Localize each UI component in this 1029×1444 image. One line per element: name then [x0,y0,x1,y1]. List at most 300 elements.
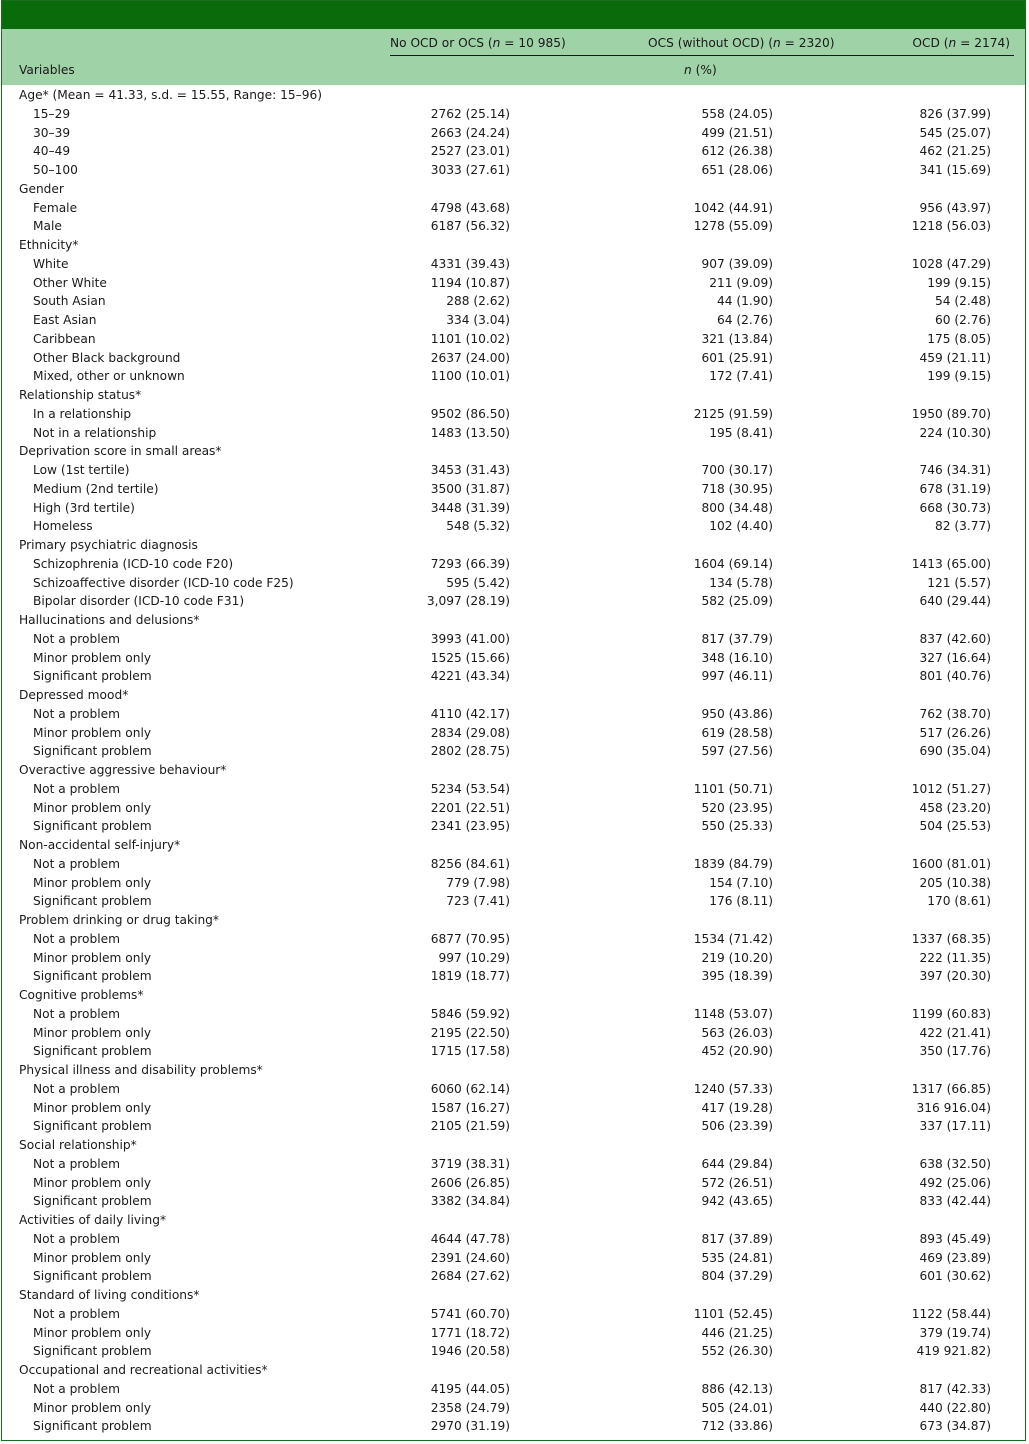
cell-value: 1101 (10.02) [430,331,510,346]
cell-value: 1483 (13.50) [430,425,510,440]
cell-value: 419 921.82) [916,1344,991,1359]
cell-value: 199 (9.15) [927,369,991,384]
cell-value: 505 (24.01) [701,1400,773,1415]
cell-value: 395 (18.39) [701,969,773,984]
cell-value: 458 (23.20) [919,800,991,815]
table-row [2,1342,1025,1361]
cell-value: 3993 (41.00) [430,631,510,646]
column-header-ocs: OCS (without OCD) (n = 2320) [648,36,835,50]
cell-value: 176 (8.11) [709,894,773,909]
table-row [2,967,1025,986]
cell-value: 1101 (52.45) [693,1306,773,1321]
cell-value: 800 (34.48) [701,500,773,515]
cell-value: 690 (35.04) [919,744,991,759]
section-header-row [2,611,1025,630]
table-row [2,1399,1025,1418]
row-label: Other White [33,275,107,290]
row-label: Activities of daily living* [19,1213,167,1227]
cell-value: 817 (37.79) [701,631,773,646]
row-label: Primary psychiatric diagnosis [19,538,198,552]
cell-value: 942 (43.65) [701,1194,773,1209]
cell-value: 700 (30.17) [701,463,773,477]
cell-value: 102 (4.40) [709,519,773,534]
table-row [2,424,1025,443]
cell-value: 1337 (68.35) [911,931,991,946]
table-row [2,1192,1025,1211]
cell-value: 3453 (31.43) [430,463,510,477]
row-label: Not a problem [33,1006,120,1021]
table-row [2,292,1025,311]
cell-value: 597 (27.56) [701,744,773,759]
table-row [2,1267,1025,1286]
cell-value: 1839 (84.79) [693,856,773,871]
row-label: Significant problem [33,969,152,984]
table-row [2,817,1025,836]
table-row [2,1155,1025,1174]
cell-value: 492 (25.06) [919,1175,991,1190]
table-row [2,574,1025,593]
cell-value: 379 (19.74) [919,1325,991,1340]
cell-value: 341 (15.69) [919,163,991,177]
cell-value: 211 (9.09) [709,275,773,290]
cell-value: 154 (7.10) [709,875,773,890]
cell-value: 2762 (25.14) [430,106,510,121]
cell-value: 907 (39.09) [701,256,773,271]
cell-value: 3033 (27.61) [430,163,510,177]
row-label: Not a problem [33,631,120,646]
cell-value: 601 (25.91) [701,350,773,365]
cell-value: 1028 (47.29) [911,256,991,271]
cell-value: 3,097 (28.19) [426,594,510,609]
row-label: Caribbean [33,331,96,346]
row-label: Male [33,219,62,234]
table-row [2,105,1025,124]
cell-value: 452 (20.90) [701,1044,773,1059]
column-header-ocd: OCD (n = 2174) [912,36,1010,50]
row-label: Minor problem only [33,1100,152,1115]
cell-value: 1946 (20.58) [430,1344,510,1359]
cell-value: 6877 (70.95) [430,931,510,946]
row-label: 30–39 [33,125,71,140]
row-label: Significant problem [33,1419,152,1434]
cell-value: 723 (7.41) [446,894,510,909]
cell-value: 1218 (56.03) [911,219,991,234]
cell-value: 2802 (28.75) [430,744,510,759]
cell-value: 2606 (26.85) [430,1175,510,1190]
cell-value: 469 (23.89) [919,1250,991,1265]
table-row [2,874,1025,893]
table-row [2,161,1025,180]
cell-value: 446 (21.25) [701,1325,773,1340]
table-row [2,124,1025,143]
cell-value: 550 (25.33) [701,819,773,834]
row-label: 15–29 [33,106,71,121]
cell-value: 817 (37.89) [701,1231,773,1246]
table-row [2,592,1025,611]
cell-value: 44 (1.90) [716,294,773,309]
cell-value: 2527 (23.01) [430,144,510,159]
cell-value: 60 (2.76) [934,313,991,327]
table-row [2,630,1025,649]
cell-value: 762 (38.70) [919,706,991,721]
cell-value: 1771 (18.72) [430,1325,510,1340]
cell-value: 64 (2.76) [716,313,773,327]
cell-value: 612 (26.38) [701,144,773,159]
cell-value: 288 (2.62) [446,294,510,309]
cell-value: 440 (22.80) [919,1400,991,1415]
table-row [2,649,1025,668]
cell-value: 1587 (16.27) [430,1100,510,1115]
row-label: Not a problem [33,1156,120,1171]
cell-value: 6060 (62.14) [430,1081,510,1096]
row-label: Hallucinations and delusions* [19,613,200,627]
cell-value: 205 (10.38) [919,875,991,890]
cell-value: 348 (16.10) [701,650,773,665]
table-row [2,855,1025,874]
cell-value: 718 (30.95) [701,481,773,496]
cell-value: 134 (5.78) [709,575,773,590]
table-row [2,1024,1025,1043]
row-label: 50–100 [33,163,78,177]
row-label: Minor problem only [33,725,152,740]
row-label: Not a problem [33,781,120,796]
cell-value: 4644 (47.78) [430,1231,510,1246]
section-header-row [2,1211,1025,1230]
table-row [2,1005,1025,1024]
cell-value: 5846 (59.92) [430,1006,510,1021]
row-label: Schizoaffective disorder (ICD-10 code F25) [33,575,294,590]
cell-value: 2684 (27.62) [430,1269,510,1284]
row-label: Age* (Mean = 41.33, s.d. = 15.55, Range: 15–96) [19,88,323,102]
section-header-row [2,761,1025,780]
cell-value: 644 (29.84) [701,1156,773,1171]
row-label: Not a problem [33,1306,120,1321]
cell-value: 337 (17.11) [919,1119,991,1134]
row-label: Minor problem only [33,1325,152,1340]
cell-value: 316 916.04) [916,1100,991,1115]
cell-value: 1148 (53.07) [693,1006,773,1021]
cell-value: 563 (26.03) [701,1025,773,1040]
row-label: Female [33,200,78,215]
row-label: East Asian [33,313,97,327]
cell-value: 459 (21.11) [919,350,991,365]
cell-value: 886 (42.13) [701,1381,773,1396]
cell-value: 893 (45.49) [919,1231,991,1246]
section-header-row [2,180,1025,199]
cell-value: 779 (7.98) [446,875,510,890]
cell-value: 837 (42.60) [919,631,991,646]
table-row [2,555,1025,574]
table-frame [1,0,1026,1441]
cell-value: 4798 (43.68) [430,200,510,215]
cell-value: 833 (42.44) [919,1194,991,1209]
row-label: Ethnicity* [19,238,79,252]
row-label: Medium (2nd tertile) [33,481,159,496]
cell-value: 506 (23.39) [701,1119,773,1134]
table-row [2,667,1025,686]
cell-value: 1950 (89.70) [911,406,991,421]
row-label: Depressed mood* [19,688,129,702]
row-label: Gender [19,181,64,196]
section-header-row [2,911,1025,930]
cell-value: 1122 (58.44) [911,1306,991,1321]
table-row [2,367,1025,386]
table-row [2,461,1025,480]
row-label: Significant problem [33,1119,152,1134]
row-label: South Asian [33,294,106,309]
cell-value: 548 (5.32) [446,519,510,534]
cell-value: 1317 (66.85) [911,1081,991,1096]
cell-value: 2195 (22.50) [430,1025,510,1040]
row-label: Physical illness and disability problems* [19,1063,263,1077]
row-label: White [33,256,69,271]
row-label: Homeless [33,519,93,534]
table-row [2,1417,1025,1436]
cell-value: 1819 (18.77) [430,969,510,984]
table-row [2,517,1025,536]
cell-value: 422 (21.41) [919,1025,991,1040]
row-label: Significant problem [33,744,152,759]
table-row [2,199,1025,218]
cell-value: 1278 (55.09) [693,219,773,234]
row-label: Significant problem [33,1194,152,1209]
cell-value: 499 (21.51) [701,125,773,140]
cell-value: 520 (23.95) [701,800,773,815]
cell-value: 4110 (42.17) [430,706,510,721]
row-label: 40–49 [33,144,71,159]
row-label: Schizophrenia (ICD-10 code F20) [33,556,234,571]
cell-value: 417 (19.28) [701,1100,773,1115]
cell-value: 651 (28.06) [701,163,773,177]
cell-value: 950 (43.86) [701,706,773,721]
cell-value: 638 (32.50) [919,1156,991,1171]
row-label: Not a problem [33,931,120,946]
cell-value: 712 (33.86) [701,1419,773,1434]
row-label: Minor problem only [33,650,152,665]
section-header-row [2,686,1025,705]
table-row [2,1099,1025,1118]
row-label: Not a problem [33,1231,120,1246]
cell-value: 2970 (31.19) [430,1419,510,1434]
cell-value: 1012 (51.27) [911,781,991,796]
section-header-row [2,1286,1025,1305]
row-label: Minor problem only [33,1025,152,1040]
cell-value: 1604 (69.14) [693,556,773,571]
section-header-row [2,986,1025,1005]
cell-value: 224 (10.30) [919,425,991,440]
table-row [2,255,1025,274]
table-row [2,405,1025,424]
section-header-row [2,1136,1025,1155]
cell-value: 2358 (24.79) [430,1400,510,1415]
cell-value: 601 (30.62) [919,1269,991,1284]
table-row [2,930,1025,949]
cell-value: 1413 (65.00) [911,556,991,571]
cell-value: 7293 (66.39) [430,556,510,571]
row-label: Social relationship* [19,1138,137,1152]
cell-value: 321 (13.84) [701,331,773,346]
table-row [2,742,1025,761]
section-header-row [2,836,1025,855]
cell-value: 1600 (81.01) [911,856,991,871]
cell-value: 2125 (91.59) [693,406,773,421]
cell-value: 504 (25.53) [919,819,991,834]
row-label: Mixed, other or unknown [33,369,185,384]
cell-value: 2341 (23.95) [430,819,510,834]
header-rule [390,55,1014,56]
section-header-row [2,1061,1025,1080]
cell-value: 535 (24.81) [701,1250,773,1265]
row-label: Standard of living conditions* [19,1288,200,1302]
table-row [2,705,1025,724]
cell-value: 1101 (50.71) [693,781,773,796]
cell-value: 801 (40.76) [919,669,991,684]
row-label: Not a problem [33,706,120,721]
row-label: Minor problem only [33,1175,152,1190]
cell-value: 8256 (84.61) [430,856,510,871]
cell-value: 175 (8.05) [927,331,991,346]
cell-value: 334 (3.04) [446,313,510,327]
cell-value: 397 (20.30) [919,969,991,984]
table-row [2,274,1025,293]
cell-value: 350 (17.76) [919,1044,991,1059]
cell-value: 4331 (39.43) [430,256,510,271]
cell-value: 572 (26.51) [701,1175,773,1190]
row-label: Not a problem [33,856,120,871]
table-row [2,480,1025,499]
table-row [2,349,1025,368]
row-label: Relationship status* [19,388,142,402]
cell-value: 678 (31.19) [919,481,991,496]
table-row [2,1380,1025,1399]
cell-value: 545 (25.07) [919,125,991,140]
row-label: Not a problem [33,1081,120,1096]
row-label: Deprivation score in small areas* [19,444,222,459]
row-label: Not a problem [33,1381,120,1396]
row-label: Problem drinking or drug taking* [19,913,220,927]
cell-value: 2391 (24.60) [430,1250,510,1265]
table-row [2,780,1025,799]
cell-value: 5234 (53.54) [430,781,510,796]
cell-value: 552 (26.30) [701,1344,773,1359]
row-label: Non-accidental self-injury* [19,838,181,852]
cell-value: 327 (16.64) [919,650,991,665]
row-label: In a relationship [33,406,132,421]
table-row [2,892,1025,911]
cell-value: 219 (10.20) [701,950,773,965]
cell-value: 558 (24.05) [701,106,773,121]
table-header [2,29,1025,85]
table-row [2,1080,1025,1099]
cell-value: 997 (10.29) [438,950,510,965]
cell-value: 121 (5.57) [927,575,991,590]
row-label: Significant problem [33,669,152,684]
row-label: Not in a relationship [33,425,157,440]
cell-value: 82 (3.77) [934,519,991,534]
table-row [2,1042,1025,1061]
row-label: Low (1st tertile) [33,463,130,477]
cell-value: 1199 (60.83) [911,1006,991,1021]
section-header-row [2,236,1025,255]
cell-value: 804 (37.29) [701,1269,773,1284]
cell-value: 1525 (15.66) [430,650,510,665]
table-row [2,1249,1025,1268]
table-body [2,86,1025,1436]
cell-value: 817 (42.33) [919,1381,991,1396]
table-row [2,311,1025,330]
table-row [2,949,1025,968]
cell-value: 668 (30.73) [919,500,991,515]
row-label: Significant problem [33,894,152,909]
cell-value: 2105 (21.59) [430,1119,510,1134]
cell-value: 595 (5.42) [446,575,510,590]
cell-value: 619 (28.58) [701,725,773,740]
table-row [2,1117,1025,1136]
table-row [2,499,1025,518]
table-row [2,1174,1025,1193]
cell-value: 6187 (56.32) [430,219,510,234]
cell-value: 195 (8.41) [709,425,773,440]
table-row [2,1230,1025,1249]
table-row [2,330,1025,349]
cell-value: 1194 (10.87) [430,275,510,290]
cell-value: 746 (34.31) [919,463,991,477]
row-label: Other Black background [33,350,181,365]
cell-value: 462 (21.25) [919,144,991,159]
table-row [2,724,1025,743]
row-label: Minor problem only [33,1400,152,1415]
cell-value: 222 (11.35) [919,950,991,965]
row-label: Cognitive problems* [19,988,144,1002]
row-label: Bipolar disorder (ICD-10 code F31) [33,594,245,609]
n-percent-header: n (%) [684,63,717,77]
row-label: Significant problem [33,1344,152,1359]
section-header-row [2,86,1025,105]
row-label: Minor problem only [33,875,152,890]
section-header-row [2,386,1025,405]
column-header-no-ocd: No OCD or OCS (n = 10 985) [390,36,566,50]
section-header-row [2,442,1025,461]
cell-value: 582 (25.09) [701,594,773,609]
cell-value: 4221 (43.34) [430,669,510,684]
cell-value: 2663 (24.24) [430,125,510,140]
table-row [2,1324,1025,1343]
row-label: Overactive aggressive behaviour* [19,763,227,777]
row-label: Occupational and recreational activities* [19,1363,268,1377]
row-label: Minor problem only [33,1250,152,1265]
cell-value: 997 (46.11) [701,669,773,684]
row-label: Significant problem [33,1044,152,1059]
cell-value: 640 (29.44) [919,594,991,609]
table-row [2,142,1025,161]
row-label: High (3rd tertile) [33,500,135,515]
cell-value: 956 (43.97) [919,200,991,215]
cell-value: 2201 (22.51) [430,800,510,815]
row-label: Significant problem [33,819,152,834]
row-label: Minor problem only [33,950,152,965]
cell-value: 1042 (44.91) [693,200,773,215]
cell-value: 54 (2.48) [934,294,991,309]
cell-value: 2637 (24.00) [430,350,510,365]
cell-value: 172 (7.41) [709,369,773,384]
row-label: Significant problem [33,1269,152,1284]
cell-value: 199 (9.15) [927,275,991,290]
cell-value: 673 (34.87) [919,1419,991,1434]
row-label: Minor problem only [33,800,152,815]
cell-value: 1240 (57.33) [693,1081,773,1096]
cell-value: 1715 (17.58) [430,1044,510,1059]
cell-value: 2834 (29.08) [430,725,510,740]
